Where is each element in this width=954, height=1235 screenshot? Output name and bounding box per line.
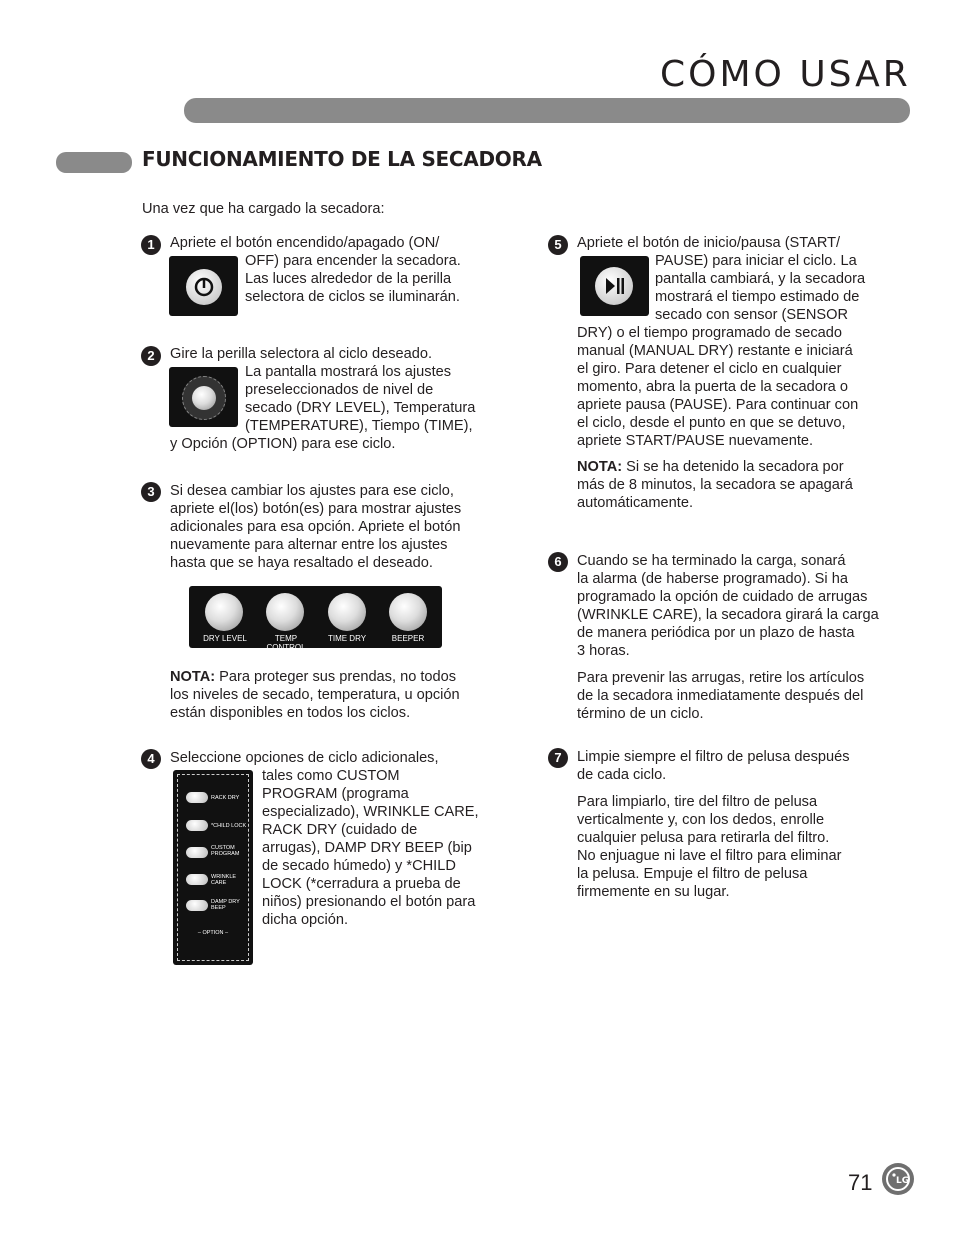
step-5-line-12: apriete START/PAUSE nuevamente.	[577, 433, 814, 449]
step-3-line-1: Si desea cambiar los ajustes para ese ciclo,	[170, 483, 454, 499]
step-6-number: 6	[548, 552, 568, 572]
step-6-line-1: Cuando se ha terminado la carga, sonará	[577, 553, 846, 569]
step-4-line-5: RACK DRY (cuidado de	[262, 822, 418, 838]
step-5-note-line-2: más de 8 minutos, la secadora se apagará	[577, 477, 853, 493]
step-4-line-3: PROGRAM (programa	[262, 786, 409, 802]
step-7-extra-line-4: No enjuague ni lave el filtro para eliminar	[577, 848, 842, 864]
step-6-line-6: 3 horas.	[577, 643, 630, 659]
step-5-line-4: mostrará el tiempo estimado de	[655, 289, 860, 305]
step-5-line-11: el ciclo, desde el punto en que se detuvo,	[577, 415, 846, 431]
step-2-line-3: preseleccionados de nivel de	[245, 382, 434, 398]
step-2-line-6: y Opción (OPTION) para ese ciclo.	[170, 436, 396, 452]
rack-dry-label: RACK DRY	[211, 795, 240, 801]
step-7-extra-line-3: cualquier pelusa para retirarla del filtro.	[577, 830, 830, 846]
section-title: FUNCIONAMIENTO DE LA SECADORA	[142, 147, 542, 171]
step-7-line-2: de cada ciclo.	[577, 767, 667, 783]
start-pause-button-image	[580, 256, 649, 316]
step-2-line-5: (TEMPERATURE), Tiempo (TIME),	[245, 418, 473, 434]
play-pause-icon	[595, 267, 633, 305]
step-3-note	[170, 668, 456, 686]
step-5-line-5: secado con sensor (SENSOR	[655, 307, 849, 323]
step-7-number: 7	[548, 748, 568, 768]
child-lock-label: *CHILD LOCK	[211, 823, 247, 829]
step-3-line-4: nuevamente para alternar entre los ajustes	[170, 537, 448, 553]
step-4-line-4: especializado), WRINKLE CARE,	[262, 804, 479, 820]
step-5-line-3: pantalla cambiará, y la secadora	[655, 271, 866, 287]
child-lock-button	[186, 820, 208, 831]
step-5-note-line-1: Si se ha detenido la secadora por	[622, 459, 844, 475]
step-7-extra-line-2: verticalmente y, con los dedos, enrolle	[577, 812, 825, 828]
step-6-line-3: programado la opción de cuidado de arrugas	[577, 589, 868, 605]
damp-dry-beep-label: DAMP DRY BEEP	[211, 899, 240, 911]
step-3-note-line-1: Para proteger sus prendas, no todos	[215, 669, 457, 685]
dry-level-button	[205, 593, 243, 631]
page-number: 71	[848, 1170, 873, 1195]
time-dry-button	[328, 593, 366, 631]
knob-dial-icon	[182, 376, 226, 420]
step-4-number: 4	[141, 749, 161, 769]
option-label: – OPTION –	[197, 930, 229, 936]
step-4-line-7: de secado húmedo) y *CHILD	[262, 858, 456, 874]
step-3-line-3: adicionales para esa opción. Apriete el botón	[170, 519, 461, 535]
power-icon	[186, 269, 222, 305]
setting-buttons-panel	[189, 586, 442, 652]
section-bar	[56, 152, 132, 173]
step-1-line-3: Las luces alrededor de la perilla	[245, 271, 452, 287]
step-2-line-1: Gire la perilla selectora al ciclo deseado.	[170, 346, 433, 362]
step-3-number: 3	[141, 482, 161, 502]
step-4-line-1: Seleccione opciones de ciclo adicionales,	[170, 750, 439, 766]
step-1-line-1: Apriete el botón encendido/apagado (ON/	[170, 235, 440, 251]
beeper-label: BEEPER	[391, 634, 425, 643]
damp-dry-beep-button	[186, 900, 208, 911]
rack-dry-button	[186, 792, 208, 803]
step-5-line-6: DRY) o el tiempo programado de secado	[577, 325, 842, 341]
step-4-line-6: arrugas), DAMP DRY BEEP (bip	[262, 840, 472, 856]
step-4-line-8: LOCK (*cerradura a prueba de	[262, 876, 461, 892]
step-4-line-2: tales como CUSTOM	[262, 768, 400, 784]
step-7-extra-line-5: la pelusa. Empuje el filtro de pelusa	[577, 866, 808, 882]
note-label: NOTA:	[170, 669, 216, 685]
step-3-line-2: apriete el(los) botón(es) para mostrar ajustes	[170, 501, 462, 517]
step-5-note	[577, 458, 844, 476]
dry-level-label: DRY LEVEL	[203, 634, 247, 643]
custom-program-button	[186, 847, 208, 858]
step-6-line-5: de manera periódica por un plazo de hasta	[577, 625, 855, 641]
wrinkle-care-button	[186, 874, 208, 885]
beeper-button	[389, 593, 427, 631]
step-7-extra-line-6: firmemente en su lugar.	[577, 884, 730, 900]
time-dry-label: TIME DRY	[327, 634, 367, 643]
step-2-line-2: La pantalla mostrará los ajustes	[245, 364, 452, 380]
step-6-extra-line-2: de la secadora inmediatamente después del	[577, 688, 864, 704]
header-bar	[184, 98, 910, 123]
step-5-line-9: momento, abra la puerta de la secadora o	[577, 379, 848, 395]
step-1-line-2: OFF) para encender la secadora.	[245, 253, 461, 269]
step-5-line-7: manual (MANUAL DRY) restante e iniciará	[577, 343, 853, 359]
step-2-number: 2	[141, 346, 161, 366]
step-7-line-1: Limpie siempre el filtro de pelusa después	[577, 749, 850, 765]
step-4-line-9: niños) presionando el botón para	[262, 894, 476, 910]
lg-logo-icon	[882, 1163, 914, 1195]
lg-logo-text: LG	[896, 1176, 910, 1186]
step-3-note-line-2: los niveles de secado, temperatura, u opción	[170, 687, 460, 703]
step-5-line-2: PAUSE) para iniciar el ciclo. La	[655, 253, 857, 269]
step-6-extra-line-3: término de un ciclo.	[577, 706, 704, 722]
option-buttons-panel	[173, 770, 253, 965]
step-6-line-4: (WRINKLE CARE), la secadora girará la carga	[577, 607, 879, 623]
step-3-line-5: hasta que se haya resaltado el deseado.	[170, 555, 433, 571]
step-6-extra-line-1: Para prevenir las arrugas, retire los artículos	[577, 670, 865, 686]
step-5-number: 5	[548, 235, 568, 255]
step-6-line-2: la alarma (de haberse programado). Si ha	[577, 571, 848, 587]
step-4-line-10: dicha opción.	[262, 912, 349, 928]
temp-control-label: TEMP CONTROL	[266, 634, 306, 652]
step-5-note-line-3: automáticamente.	[577, 495, 694, 511]
step-7-extra-line-1: Para limpiarlo, tire del filtro de pelusa	[577, 794, 818, 810]
intro-text: Una vez que ha cargado la secadora:	[142, 201, 385, 217]
page-title: CÓMO USAR	[660, 54, 911, 95]
step-3-note-line-3: están disponibles en todos los ciclos.	[170, 705, 411, 721]
wrinkle-care-label: WRINKLE CARE	[211, 874, 237, 886]
custom-program-label: CUSTOM PROGRAM	[211, 845, 240, 857]
temp-control-button	[266, 593, 304, 631]
step-5-line-8: el giro. Para detener el ciclo en cualquier	[577, 361, 842, 377]
cycle-knob-image	[169, 367, 238, 427]
step-1-line-4: selectora de ciclos se iluminarán.	[245, 289, 460, 305]
step-2-line-4: secado (DRY LEVEL), Temperatura	[245, 400, 476, 416]
note-label: NOTA:	[577, 459, 623, 475]
step-1-number: 1	[141, 235, 161, 255]
power-button-image	[169, 256, 238, 316]
step-5-line-10: apriete pausa (PAUSE). Para continuar con	[577, 397, 859, 413]
step-5-line-1: Apriete el botón de inicio/pausa (START/	[577, 235, 841, 251]
